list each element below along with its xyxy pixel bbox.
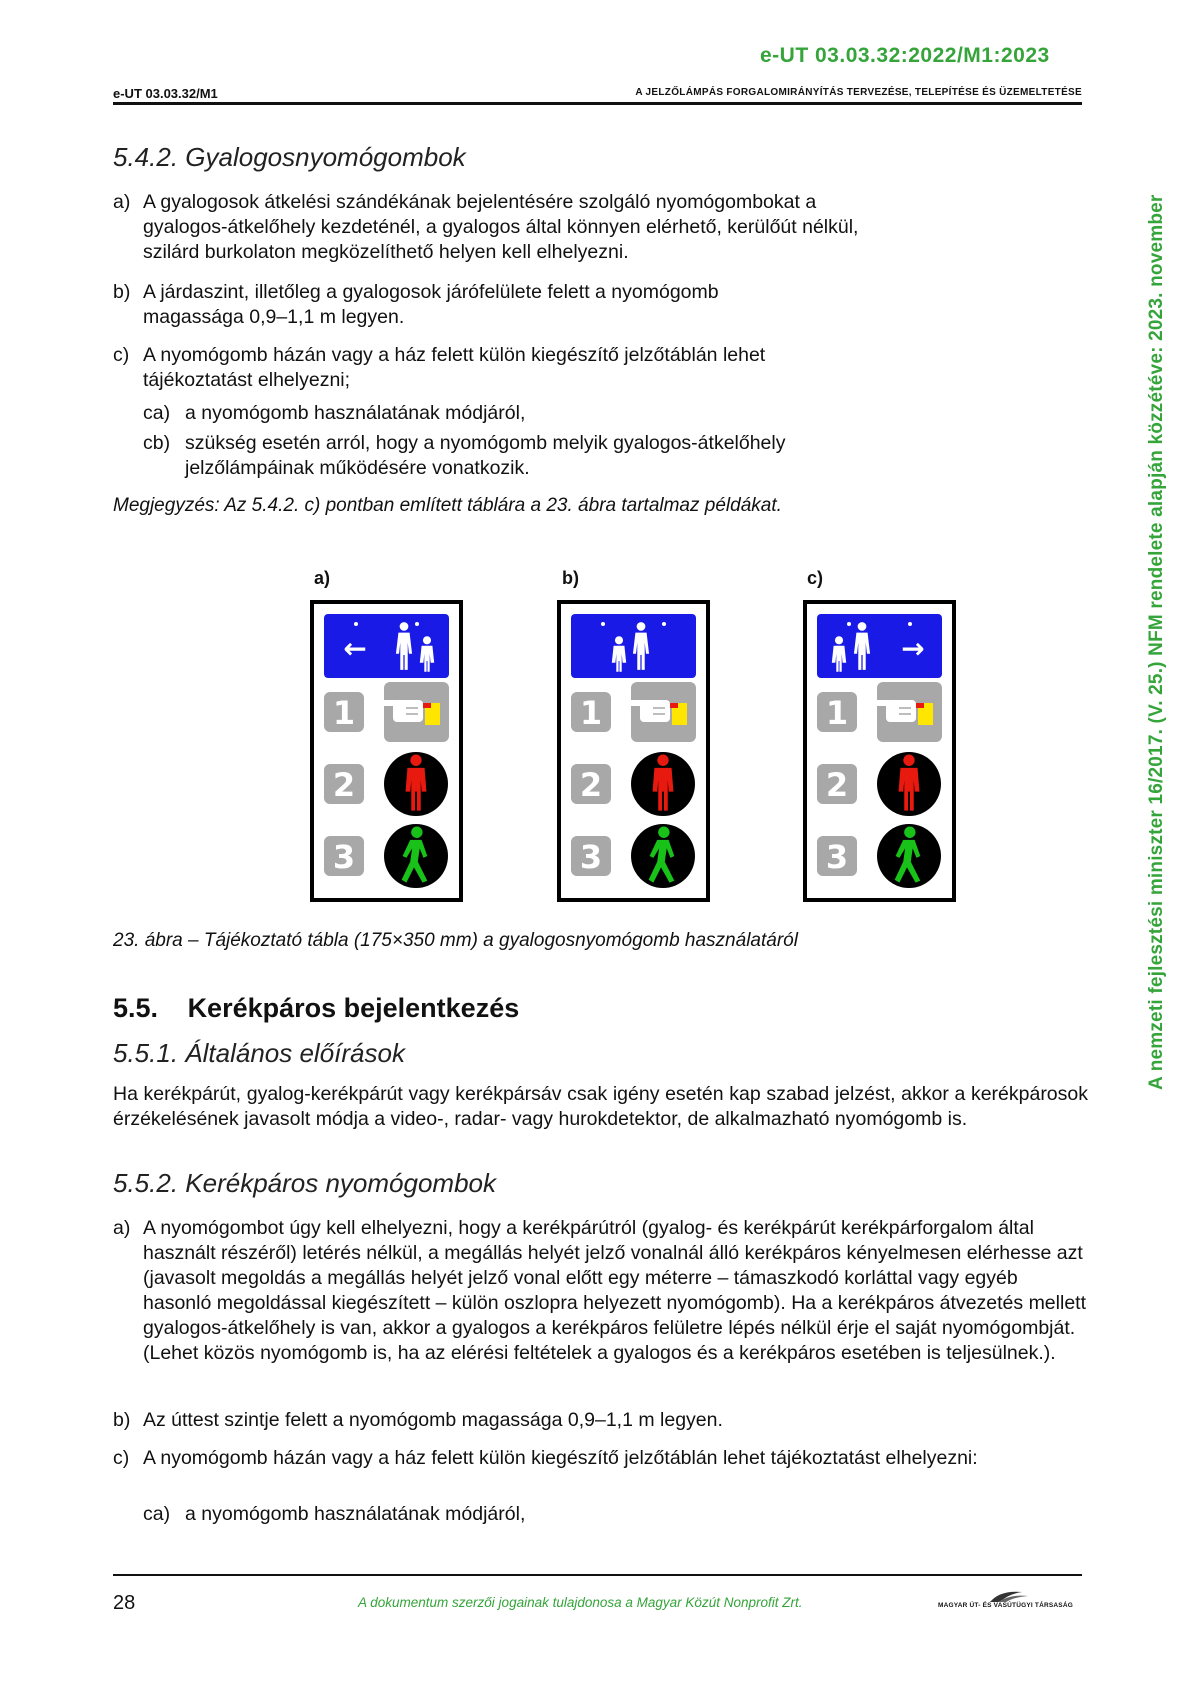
item-text: A gyalogosok átkelési szándékának bejelentésére szolgáló nyomógombokat a gyalogos-átkelőhely kezdeténél, a gyalogos által könnyen elérhető, kerülőút nélkül, szilárd burkolaton megközelíthető helyen kell elhelyezni. [143, 191, 859, 263]
heading-5-5-1: 5.5.1. Általános előírások [113, 1038, 405, 1068]
s551-paragraph: Ha kerékpárút, gyalog-kerékpárút vagy kerékpársáv csak igény esetén kap szabad jelzést, akkor a kerékpárosok érzékelésének javasolt módja a video-, radar- vagy hurokdetektor, de alkalmazható nyomógomb is. [113, 1083, 1088, 1130]
s552-item-a [113, 1216, 1088, 1366]
svg-text:1: 1 [579, 694, 603, 732]
svg-text:3: 3 [579, 838, 603, 876]
heading-number: 5.5. [113, 993, 159, 1023]
s552-item-b [113, 1408, 1088, 1433]
logo-text: MAGYAR ÚT- ÉS VASÚTÜGYI TÁRSASÁG [938, 1602, 1073, 1609]
svg-text:3: 3 [332, 838, 356, 876]
item-text: A járdaszint, illetőleg a gyalogosok járófelülete felett a nyomógomb magassága 0,9–1,1 m legyen. [143, 281, 719, 328]
item-label: b) [113, 281, 131, 303]
heading-text: Kerékpáros bejelentkezés [187, 993, 520, 1023]
panel-a-label: a) [314, 568, 331, 588]
item-label: cb) [143, 432, 171, 454]
item-text: A nyomógomb házán vagy a ház felett külön kiegészítő jelzőtáblán lehet tájékoztatást elhelyezni: [143, 1447, 978, 1469]
publisher-logo [938, 1588, 1084, 1619]
item-label: ca) [143, 402, 171, 424]
sign-panel-c [803, 600, 956, 902]
sign-panel-b [557, 600, 710, 902]
svg-text:2: 2 [332, 766, 356, 804]
arrow-left-icon: ← [343, 632, 367, 665]
item-text: a nyomógomb használatának módjáról, [185, 1503, 526, 1525]
item-text: szükség esetén arról, hogy a nyomógomb melyik gyalogos-átkelőhely jelzőlámpáinak működésére vonatkozik. [185, 432, 786, 479]
svg-text:2: 2 [579, 766, 603, 804]
item-label: b) [113, 1409, 131, 1431]
copyright-notice: A dokumentum szerzői jogainak tulajdonosa a Magyar Közút Nonprofit Zrt. [358, 1595, 803, 1610]
svg-text:1: 1 [332, 694, 356, 732]
item-text: A nyomógombot úgy kell elhelyezni, hogy a kerékpárútról (gyalog- és kerékpárút kerékpárforgalom által használt részéről) letérés nélkül, a megállás helyét jelző vonalnál álló kerékpáros kényelmesen elérhesse azt (javasolt megoldás a megállás helyét jelző vonal előtt egy méterre – támaszkodó korláttal vagy egyéb hasonló megoldással kiegészített – külön oszlopra helyezett nyomógomb). Ha a kerékpáros átvezetés mellett gyalogos-átkelőhely is van, akkor a gyalogos a kerékpáros felületre lépés nélkül érje el saját nyomógombját. (Lehet közös nyomógomb is, ha az elérési feltételek a gyalogos és a kerékpáros esetében is teljesülnek.). [143, 1217, 1086, 1364]
svg-text:2: 2 [825, 766, 849, 804]
s552-item-ca [143, 1502, 883, 1527]
item-text: A nyomógomb házán vagy a ház felett külön kiegészítő jelzőtáblán lehet tájékoztatást elhelyezni; [143, 344, 766, 391]
svg-text:1: 1 [825, 694, 849, 732]
figure-note: Megjegyzés: Az 5.4.2. c) pontban említett táblára a 23. ábra tartalmaz példákat. [113, 495, 782, 516]
side-publication-note: A nemzeti fejlesztési miniszter 16/2017. (V. 25.) NFM rendelete alapján közzétéve: 2023. november [1146, 194, 1167, 1090]
item-text: Az úttest szintje felett a nyomógomb magassága 0,9–1,1 m legyen. [143, 1409, 723, 1431]
heading-5-5-2: 5.5.2. Kerékpáros nyomógombok [113, 1168, 496, 1198]
sign-panel-a [310, 600, 463, 902]
panel-c-label: c) [807, 568, 824, 588]
arrow-right-icon: → [901, 632, 925, 665]
document-code-top: e-UT 03.03.32:2022/M1:2023 [760, 44, 1050, 67]
item-label: a) [113, 1217, 131, 1239]
footer-rule [113, 1574, 1082, 1576]
heading-5-5 [113, 993, 519, 1024]
item-label: c) [113, 1447, 130, 1469]
figure-caption: 23. ábra – Tájékoztató tábla (175×350 mm) a gyalogosnyomógomb használatáról [113, 930, 798, 951]
heading-5-4-2: 5.4.2. Gyalogosnyomógombok [113, 142, 466, 172]
panel-b-label: b) [562, 568, 579, 588]
item-label: a) [113, 191, 131, 213]
item-label: c) [113, 344, 130, 366]
header-doc-code: e-UT 03.03.32/M1 [113, 86, 218, 101]
item-text: a nyomógomb használatának módjáról, [185, 402, 526, 424]
page-number: 28 [113, 1592, 136, 1614]
item-label: ca) [143, 1503, 171, 1525]
s552-item-c [113, 1446, 993, 1471]
svg-text:3: 3 [825, 838, 849, 876]
header-title: A JELZŐLÁMPÁS FORGALOMIRÁNYÍTÁS TERVEZÉSE, TELEPÍTÉSE ÉS ÜZEMELTETÉSE [635, 87, 1082, 98]
logo-swoosh-icon [938, 1588, 1084, 1614]
